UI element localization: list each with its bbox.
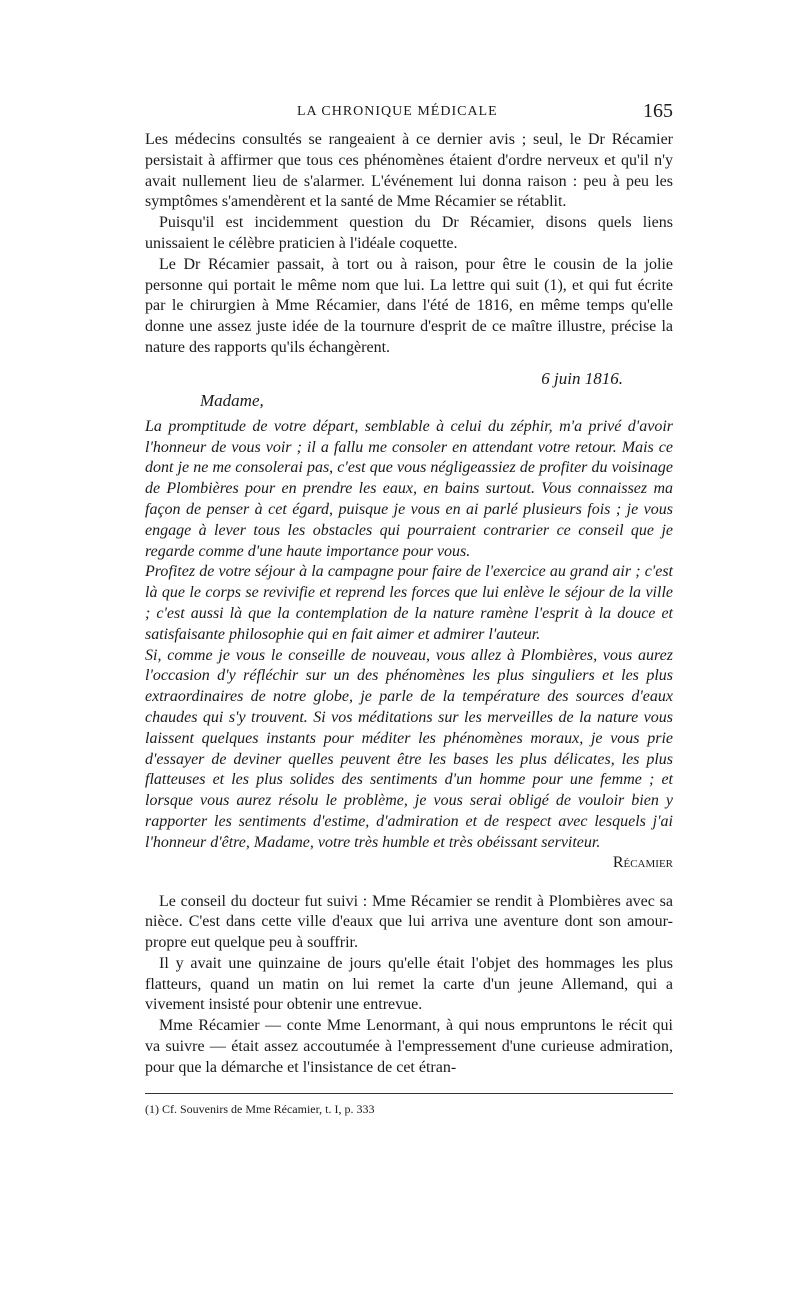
running-title: LA CHRONIQUE MÉDICALE xyxy=(297,104,498,119)
letter xyxy=(145,369,673,872)
intro-paragraph-1: Les médecins consultés se rangeaient à ce dernier avis ; seul, le Dr Récamier persistait à affirmer que tous ces phénomènes étaient d'ordre nerveux et qu'il n'y avait nullement lieu de s'alarmer. L'événement lui donna raison : peu à peu les symptômes s'amendèrent et la santé de Mme Récamier se rétablit. xyxy=(145,131,673,211)
intro-paragraph-3: Le Dr Récamier passait, à tort ou à raison, pour être le cousin de la jolie personne qui portait le même nom que lui. La lettre qui suit (1), et qui fut écrite par le chirurgien à Mme Récamier, dans l'été de 1816, en même temps qu'elle donne une assez juste idée de la tournure d'esprit de ce maître illustre, précise la nature des rapports qu'ils échangèrent. xyxy=(145,255,673,356)
footnote-divider xyxy=(145,1093,673,1094)
letter-signature: Récamier xyxy=(612,853,673,871)
page-header xyxy=(145,100,673,130)
page xyxy=(145,100,673,1117)
after-paragraph-2: Il y avait une quinzaine de jours qu'elle était l'objet des hommages les plus flatteurs, quand un matin on lui remet la carte d'un jeune Allemand, qui a vivement insisté pour obtenir une entrevue. xyxy=(145,954,673,1014)
after-paragraph-3: Mme Récamier — conte Mme Lenormant, à qui nous empruntons le récit qui va suivre — était assez accoutumée à l'empressement d'une curieuse admiration, pour que la démarche et l'insistance de cet étran- xyxy=(145,1017,673,1076)
after-paragraph-1: Le conseil du docteur fut suivi : Mme Récamier se rendit à Plombières avec sa nièce. C'est dans cette ville d'eaux que lui arriva une aventure dont son amour-propre eut quelque peu à souffrir. xyxy=(145,892,673,952)
letter-date: 6 juin 1816. xyxy=(541,368,623,388)
page-number: 165 xyxy=(643,100,673,122)
letter-salutation: Madame, xyxy=(200,390,264,410)
letter-paragraph-1: La promptitude de votre départ, semblable à celui du zéphir, m'a privé d'avoir l'honneur de vous voir ; il a fallu me consoler en attendant votre retour. Mais ce dont je ne me consolerai pas, c'est que vous négligeassiez de profiter du voisinage de Plombières pour en prendre les eaux, en bains surtout. Vous connaissez ma façon de penser à cet égard, puisque je vous en ai parlé plusieurs fois ; je vous engage à lever tous les obstacles qui pourraient contrarier ce conseil que je regarde comme d'une haute importance pour vous. xyxy=(145,417,673,560)
letter-paragraph-3: Si, comme je vous le conseille de nouveau, vous allez à Plombières, vous aurez l'occasion d'y réfléchir sur un des phénomènes les plus singuliers et les plus extraordinaires de notre globe, je parle de la température des sources d'eaux chaudes qui s'y trouvent. Si vos méditations sur les merveilles de la nature vous laissent quelques instants pour méditer les phénomènes moraux, je vous prie d'essayer de deviner quelles peuvent être les bases les plus délicates, les plus flatteuses et les plus solides des sentiments d'un homme pour une femme ; et lorsque vous aurez résolu le problème, je vous serai obligé de vouloir bien y rapporter les sentiments d'estime, d'admiration et de respect avec lesquels j'ai l'honneur d'être, Madame, votre très humble et très obéissant serviteur. xyxy=(145,646,673,851)
letter-paragraph-2: Profitez de votre séjour à la campagne pour faire de l'exercice au grand air ; c'est là que le corps se revivifie et reprend les forces que lui enlève le séjour de la ville ; c'est aussi là que la contemplation de la nature ramène l'esprit à la douce et satisfaisante philosophie qui en fait aimer et admirer l'auteur. xyxy=(145,563,673,643)
footnote: (1) Cf. Souvenirs de Mme Récamier, t. I, p. 333 xyxy=(145,1101,375,1116)
intro-paragraph-2: Puisqu'il est incidemment question du Dr Récamier, disons quels liens unissaient le célèbre praticien à l'idéale coquette. xyxy=(145,214,673,252)
